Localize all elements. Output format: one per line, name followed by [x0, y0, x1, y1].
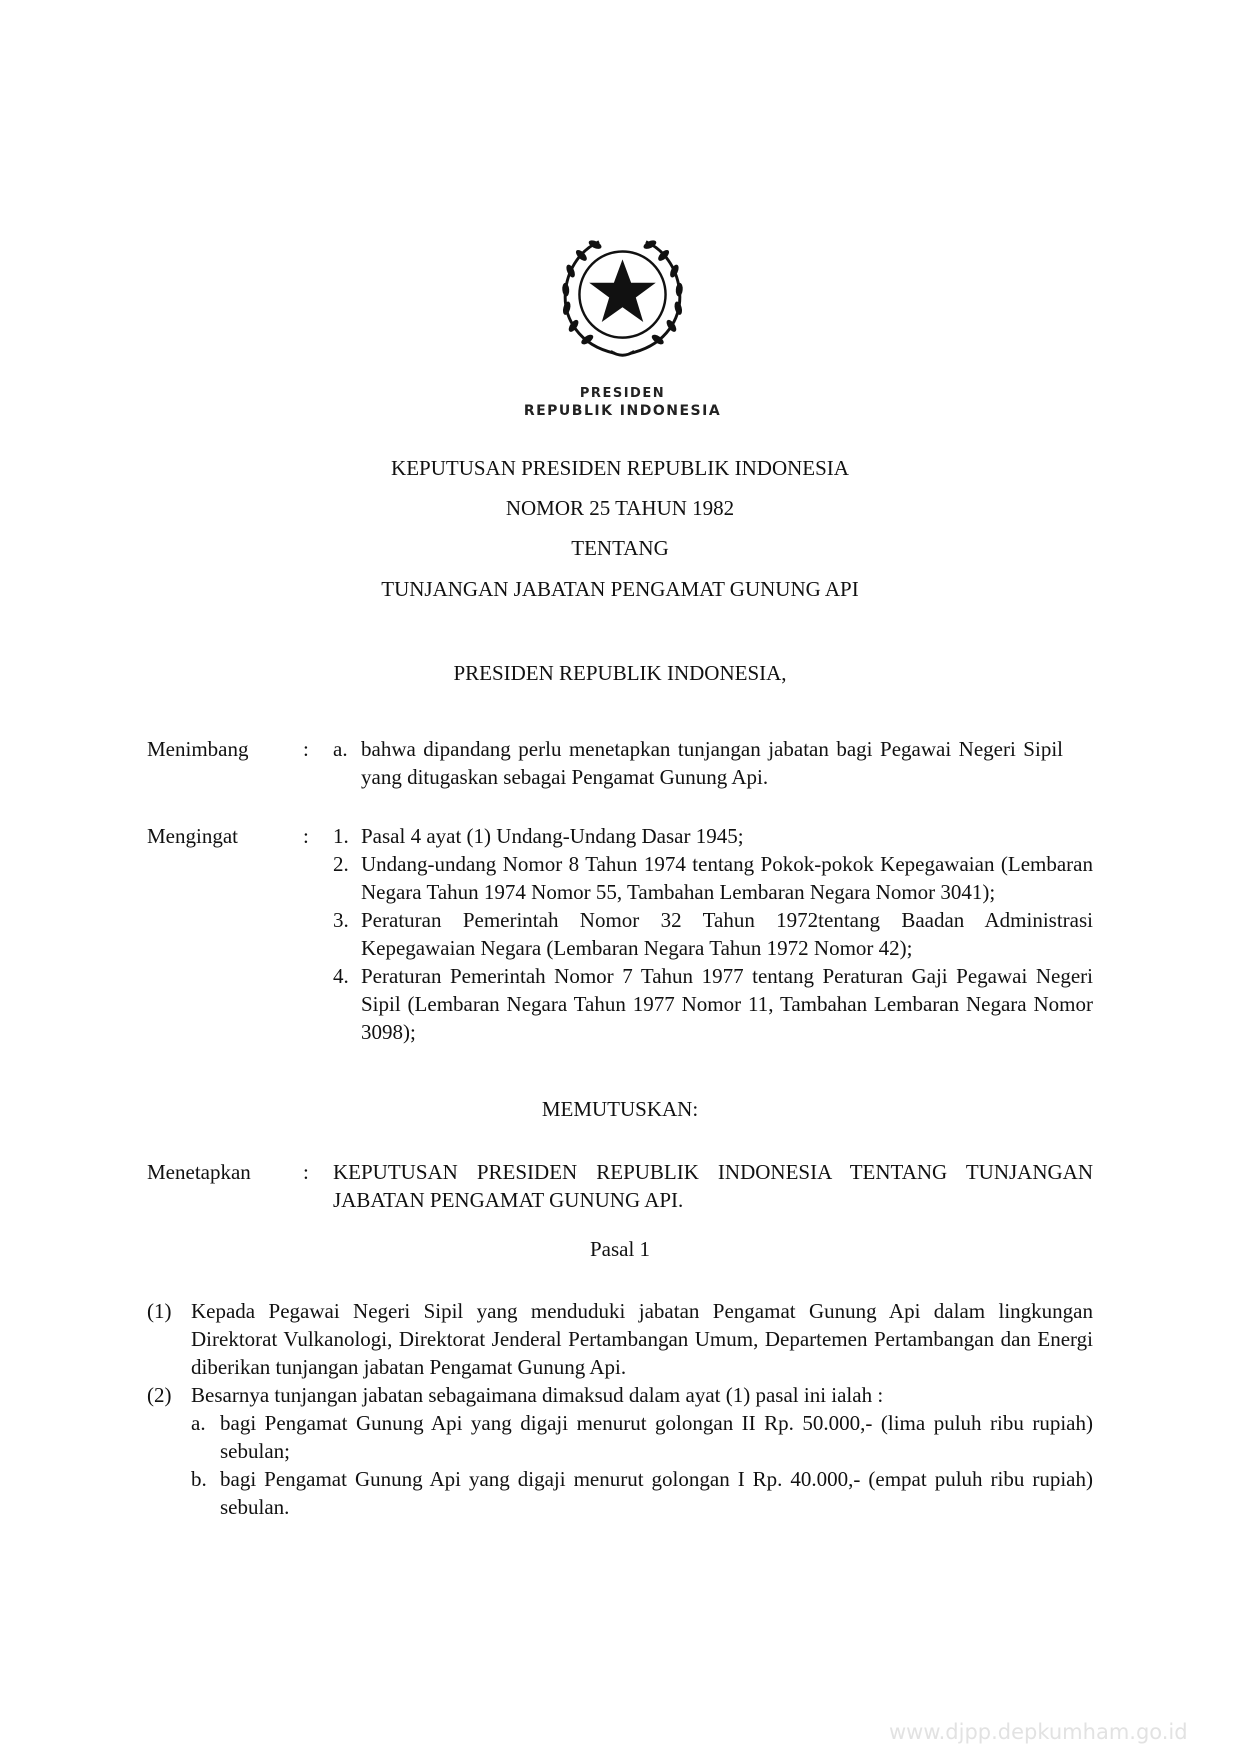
item-text: bagi Pengamat Gunung Api yang digaji menurut golongan II Rp. 50.000,- (lima puluh ribu rupiah) sebulan; — [220, 1411, 1093, 1463]
item-text: bagi Pengamat Gunung Api yang digaji menurut golongan I Rp. 40.000,- (empat puluh ribu rupiah) sebulan. — [220, 1467, 1093, 1519]
mengingat-list — [333, 822, 1093, 1046]
item-number: 4. — [333, 964, 349, 988]
emblem-caption-republik: REPUBLIK INDONESIA — [523, 403, 722, 419]
site-watermark: www.djpp.depkumham.go.id — [889, 1720, 1188, 1744]
item-text: bahwa dipandang perlu menetapkan tunjangan jabatan bagi Pegawai Negeri Sipil yang ditugaskan sebagai Pengamat Gunung Api. — [361, 737, 1063, 789]
menimbang-colon: : — [303, 737, 309, 761]
menimbang-label: Menimbang — [147, 737, 249, 761]
emblem-caption-presiden: PRESIDEN — [579, 386, 666, 401]
decree-title: KEPUTUSAN PRESIDEN REPUBLIK INDONESIA — [391, 456, 849, 480]
list-item — [191, 1465, 1093, 1521]
memutuskan-heading: MEMUTUSKAN: — [541, 1097, 699, 1121]
item-number: a. — [333, 737, 348, 761]
menetapkan-colon: : — [303, 1160, 309, 1184]
ayat-2 — [147, 1381, 1093, 1409]
mengingat-label: Mengingat — [147, 824, 238, 848]
ayat-1 — [147, 1297, 1093, 1381]
list-item — [191, 1409, 1093, 1465]
mengingat-colon: : — [303, 824, 309, 848]
menetapkan-label: Menetapkan — [147, 1160, 251, 1184]
list-item — [333, 906, 1093, 962]
item-text: Peraturan Pemerintah Nomor 7 Tahun 1977 tentang Peraturan Gaji Pegawai Negeri Sipil (Lembaran Negara Tahun 1977 Nomor 11, Tambahan Lembaran Negara Nomor 3098); — [361, 964, 1093, 1044]
decree-subject: TUNJANGAN JABATAN PENGAMAT GUNUNG API — [381, 577, 859, 601]
menimbang-list — [333, 735, 1063, 791]
item-text: Undang-undang Nomor 8 Tahun 1974 tentang Pokok-pokok Kepegawaian (Lembaran Negara Tahun 1974 Nomor 55, Tambahan Lembaran Negara Nomor 3041); — [361, 852, 1093, 904]
item-number: 3. — [333, 908, 349, 932]
ayat-text: Kepada Pegawai Negeri Sipil yang menduduki jabatan Pengamat Gunung Api dalam lingkungan Direktorat Vulkanologi, Direktorat Jenderal Pertambangan Umum, Departemen Pertambangan dan Energi diberikan tunjangan jabatan Pengamat Gunung Api. — [191, 1299, 1093, 1379]
ayat-number: (1) — [147, 1299, 172, 1323]
item-number: 1. — [333, 824, 349, 848]
item-number: b. — [191, 1467, 207, 1491]
list-item — [333, 822, 1093, 850]
item-text: Peraturan Pemerintah Nomor 32 Tahun 1972tentang Baadan Administrasi Kepegawaian Negara (Lembaran Negara Tahun 1972 Nomor 42); — [361, 908, 1093, 960]
ayat-number: (2) — [147, 1383, 172, 1407]
list-item — [333, 735, 1063, 791]
item-number: a. — [191, 1411, 206, 1435]
item-text: Pasal 4 ayat (1) Undang-Undang Dasar 1945; — [361, 824, 744, 848]
item-number: 2. — [333, 852, 349, 876]
presidential-emblem-icon — [554, 228, 691, 365]
president-heading: PRESIDEN REPUBLIK INDONESIA, — [453, 661, 787, 685]
pasal-1-body — [147, 1297, 1093, 1521]
ayat-text: Besarnya tunjangan jabatan sebagaimana dimaksud dalam ayat (1) pasal ini ialah : — [191, 1383, 884, 1407]
decree-number: NOMOR 25 TAHUN 1982 — [505, 496, 735, 520]
list-item — [333, 850, 1093, 906]
decree-tentang: TENTANG — [571, 536, 669, 560]
pasal-1-heading: Pasal 1 — [589, 1237, 651, 1261]
list-item — [333, 962, 1093, 1046]
ayat-2-subitems — [147, 1409, 1093, 1521]
menetapkan-text: KEPUTUSAN PRESIDEN REPUBLIK INDONESIA TENTANG TUNJANGAN JABATAN PENGAMAT GUNUNG API. — [333, 1160, 1093, 1212]
